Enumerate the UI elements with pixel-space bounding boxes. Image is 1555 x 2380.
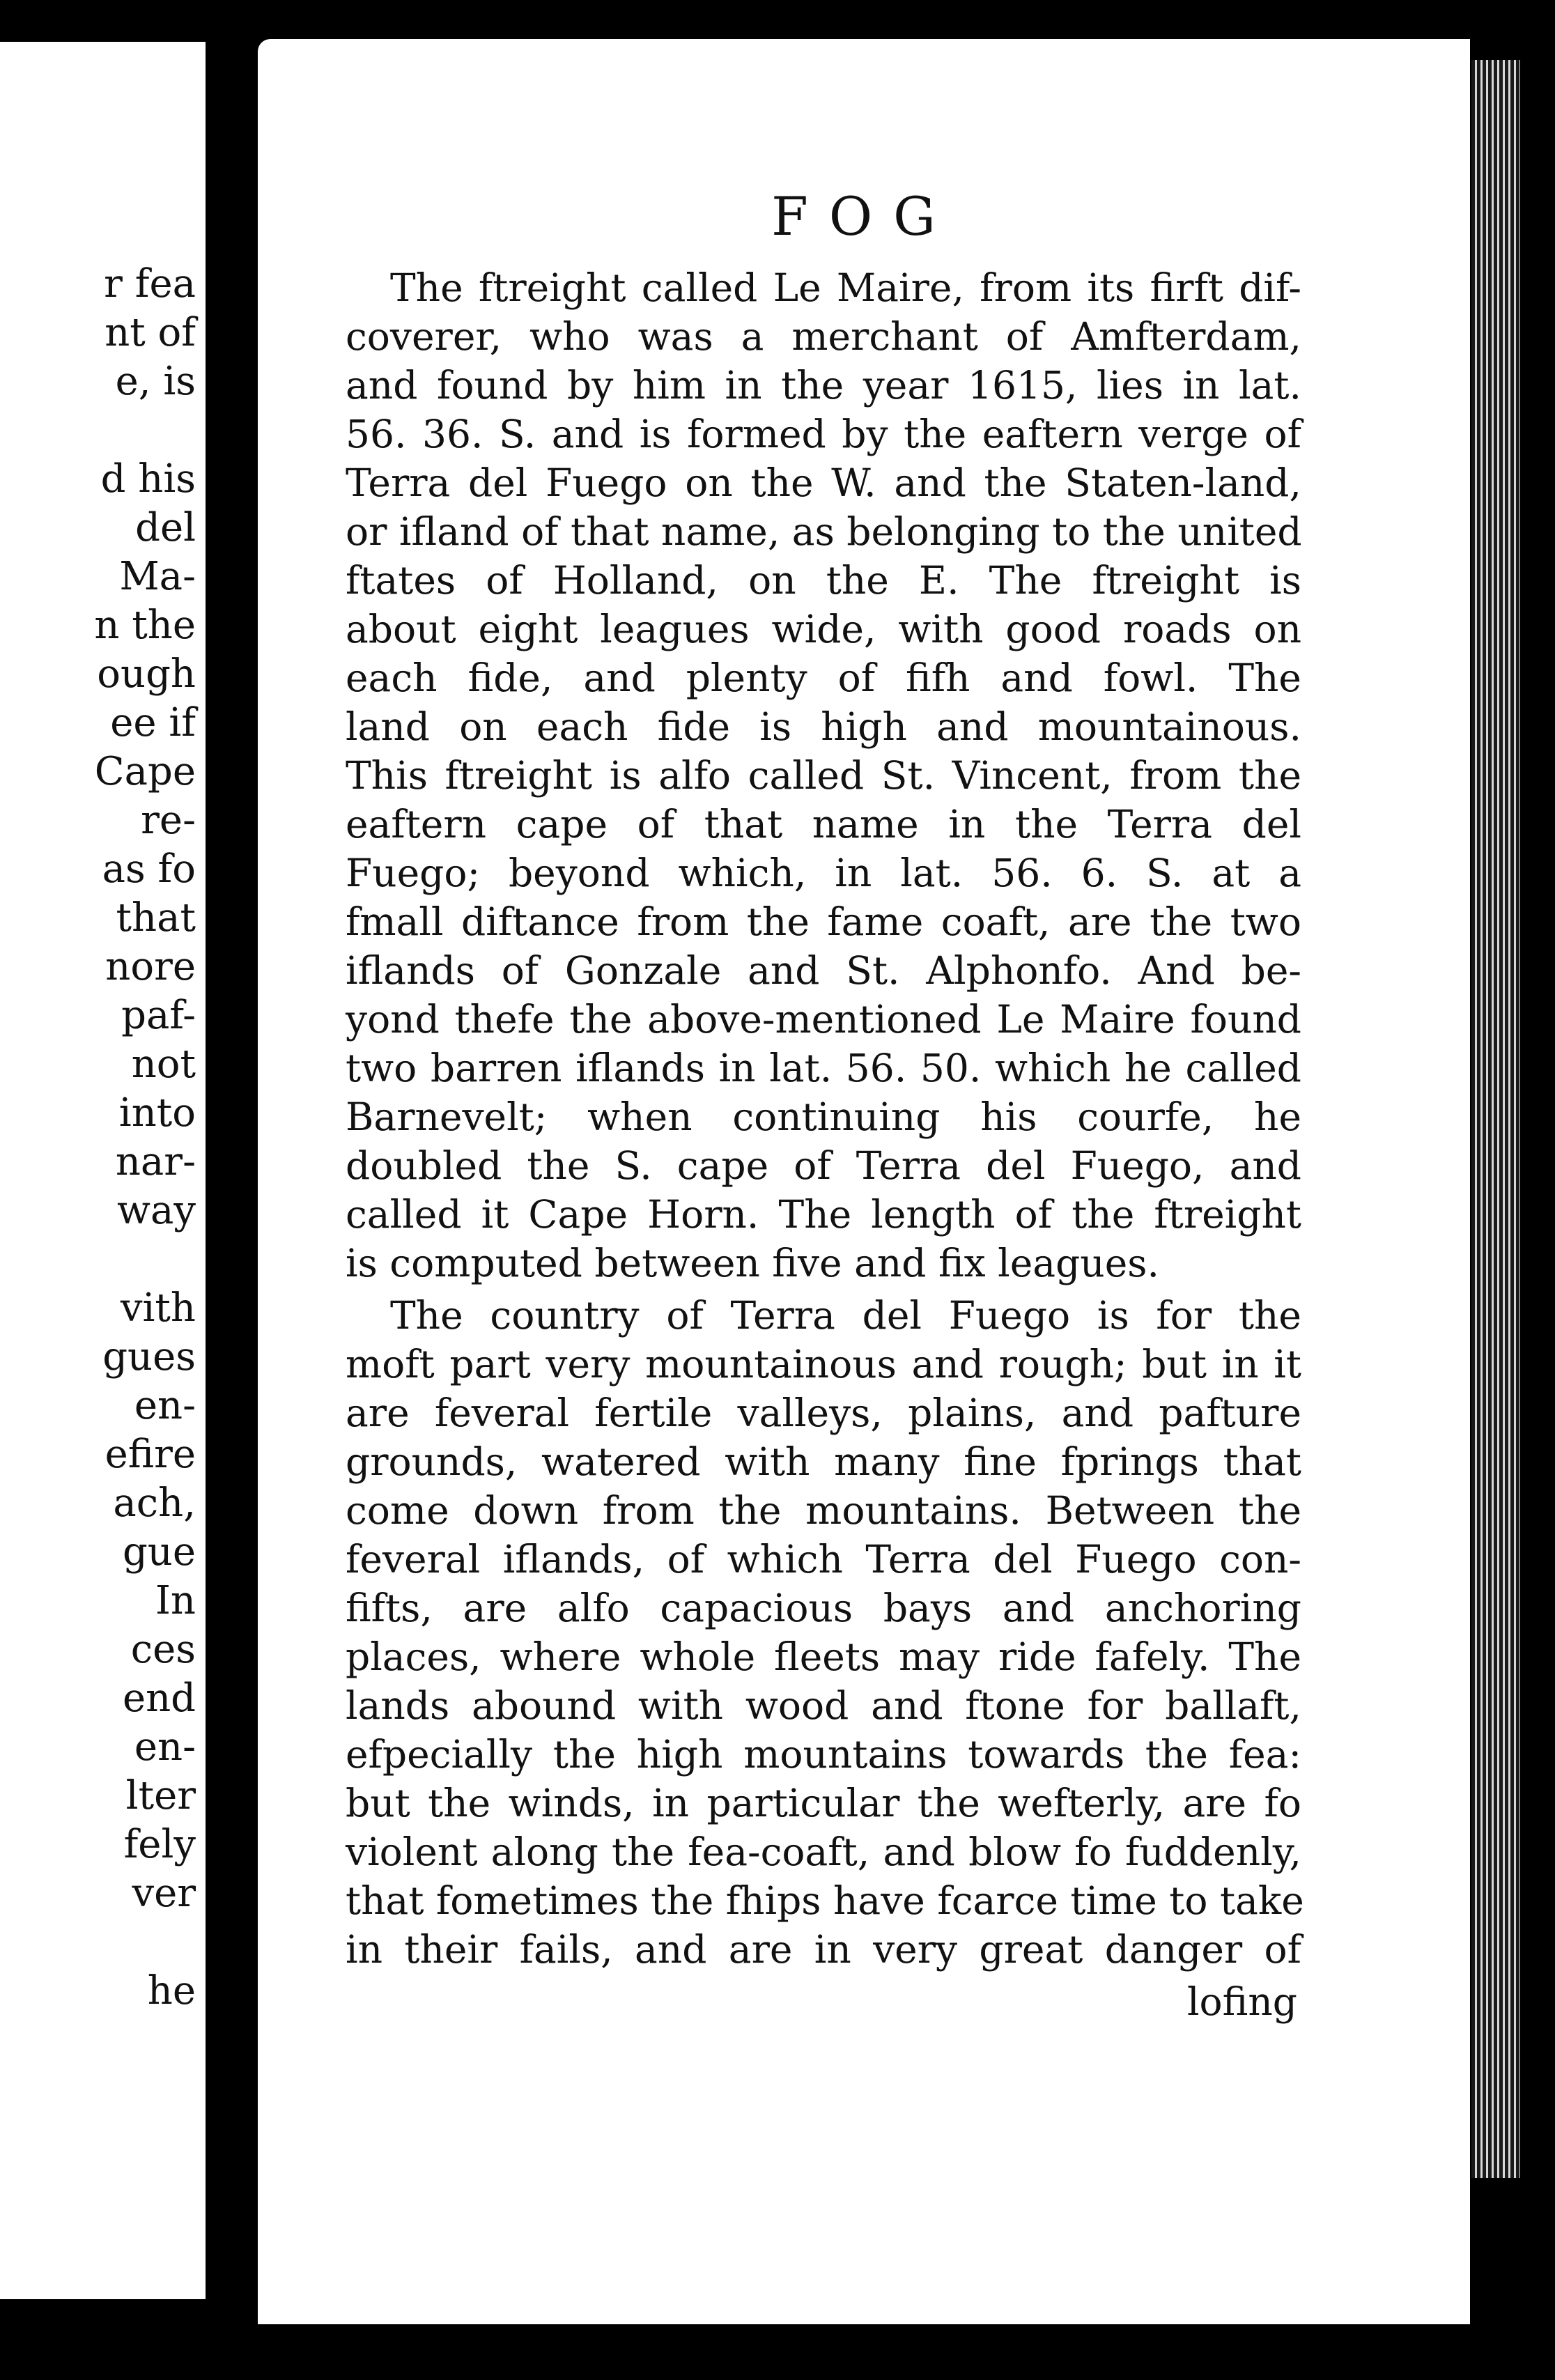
facing-page-line: n the — [94, 603, 196, 648]
facing-page-line: lter — [125, 1773, 196, 1818]
text-line: ftates of Holland, on the E. The ftreight is — [346, 558, 1301, 603]
text-line: violent along the fea-coaft, and blow fo fuddenly, — [346, 1830, 1301, 1874]
facing-page-line: en- — [134, 1724, 196, 1770]
facing-page-line: nore — [105, 944, 196, 989]
facing-page-line: ver — [132, 1871, 196, 1916]
facing-page-line: paf- — [121, 993, 196, 1038]
text-line: come down from the mountains. Between the — [346, 1488, 1301, 1533]
text-line: called it Cape Horn. The length of the ftreight — [346, 1192, 1301, 1237]
text-line: lands abound with wood and ftone for ballaft, — [346, 1683, 1301, 1728]
facing-page-fragment — [0, 42, 206, 2299]
text-line: efpecially the high mountains towards the fea: — [346, 1732, 1301, 1777]
facing-page-line: vith — [120, 1285, 196, 1331]
text-line: The country of Terra del Fuego is for the — [390, 1293, 1301, 1338]
text-line: two barren iflands in lat. 56. 50. which he called — [346, 1046, 1301, 1090]
facing-page-line: ough — [97, 651, 196, 697]
text-line: each fide, and plenty of fifh and fowl. The — [346, 656, 1301, 700]
text-line: coverer, who was a merchant of Amfterdam, — [346, 314, 1301, 359]
book-gutter — [206, 0, 258, 2380]
text-line: Terra del Fuego on the W. and the Staten-land, — [346, 461, 1301, 505]
text-line: eaftern cape of that name in the Terra del — [346, 802, 1301, 847]
facing-page-line: Ma- — [119, 554, 196, 599]
facing-page-line: ee if — [110, 700, 196, 745]
facing-page-line: d his — [100, 456, 196, 502]
facing-page-line: fely — [123, 1822, 196, 1867]
text-line: fmall diftance from the fame coaft, are the two — [346, 899, 1301, 944]
text-line: but the winds, in particular the wefterly, are fo — [346, 1781, 1301, 1825]
facing-page-line: that — [116, 895, 196, 941]
facing-page-line: ces — [130, 1627, 196, 1672]
text-line: Fuego; beyond which, in lat. 56. 6. S. at a — [346, 851, 1301, 895]
text-line: land on each fide is high and mountainous. — [346, 704, 1301, 749]
text-line: are feveral fertile valleys, plains, and pafture — [346, 1391, 1301, 1435]
facing-page-line: en- — [134, 1383, 196, 1428]
facing-page-line: Cape — [94, 749, 196, 794]
text-line: is computed between five and fix leagues. — [346, 1241, 1159, 1285]
text-line: The ftreight called Le Maire, from its firft dif- — [390, 265, 1301, 310]
facing-page-line: he — [147, 1968, 196, 2014]
text-line: moft part very mountainous and rough; but in it — [346, 1342, 1301, 1386]
facing-page-line: nar- — [115, 1139, 196, 1184]
text-line: places, where whole fleets may ride fafely. The — [346, 1635, 1301, 1679]
facing-page-line: ach, — [113, 1481, 196, 1526]
running-header: FOG — [771, 185, 957, 247]
text-line: iflands of Gonzale and St. Alphonfo. And be- — [346, 948, 1301, 993]
text-line: Barnevelt; when continuing his courfe, he — [346, 1095, 1301, 1139]
facing-page-line: gue — [122, 1529, 196, 1575]
book-page — [258, 39, 1470, 2324]
text-line: that fometimes the fhips have fcarce time to take — [346, 1878, 1304, 1923]
facing-page-line: end — [122, 1676, 196, 1721]
text-line: yond thefe the above-mentioned Le Maire found — [346, 997, 1301, 1042]
facing-page-line: e, is — [115, 359, 196, 404]
facing-page-line: into — [118, 1090, 196, 1136]
text-line: or ifland of that name, as belonging to the united — [346, 509, 1302, 554]
facing-page-line: gues — [102, 1334, 196, 1380]
facing-page-line: r fea — [104, 261, 196, 307]
facing-page-line: del — [135, 505, 196, 550]
text-line: in their fails, and are in very great danger of — [346, 1927, 1301, 1972]
facing-page-line: as fo — [102, 847, 196, 892]
text-line: doubled the S. cape of Terra del Fuego, and — [346, 1143, 1301, 1188]
facing-page-line: nt of — [105, 310, 196, 355]
text-line: about eight leagues wide, with good roads on — [346, 607, 1301, 651]
facing-page-line: re- — [141, 798, 196, 843]
text-line: This ftreight is alfo called St. Vincent, from the — [346, 753, 1301, 798]
text-line: 56. 36. S. and is formed by the eaftern verge of — [346, 412, 1301, 456]
text-line: fifts, are alfo capacious bays and anchoring — [346, 1586, 1301, 1630]
catchword: lofing — [1186, 1979, 1297, 2024]
facing-page-line: efire — [105, 1432, 196, 1477]
facing-page-line: In — [155, 1578, 196, 1623]
text-line: feveral iflands, of which Terra del Fuego con- — [346, 1537, 1301, 1582]
facing-page-line: way — [117, 1188, 196, 1233]
text-line: and found by him in the year 1615, lies in lat. — [346, 363, 1301, 408]
facing-page-line: not — [131, 1042, 196, 1087]
text-line: grounds, watered with many fine fprings that — [346, 1439, 1301, 1484]
page-edges — [1471, 60, 1520, 2178]
